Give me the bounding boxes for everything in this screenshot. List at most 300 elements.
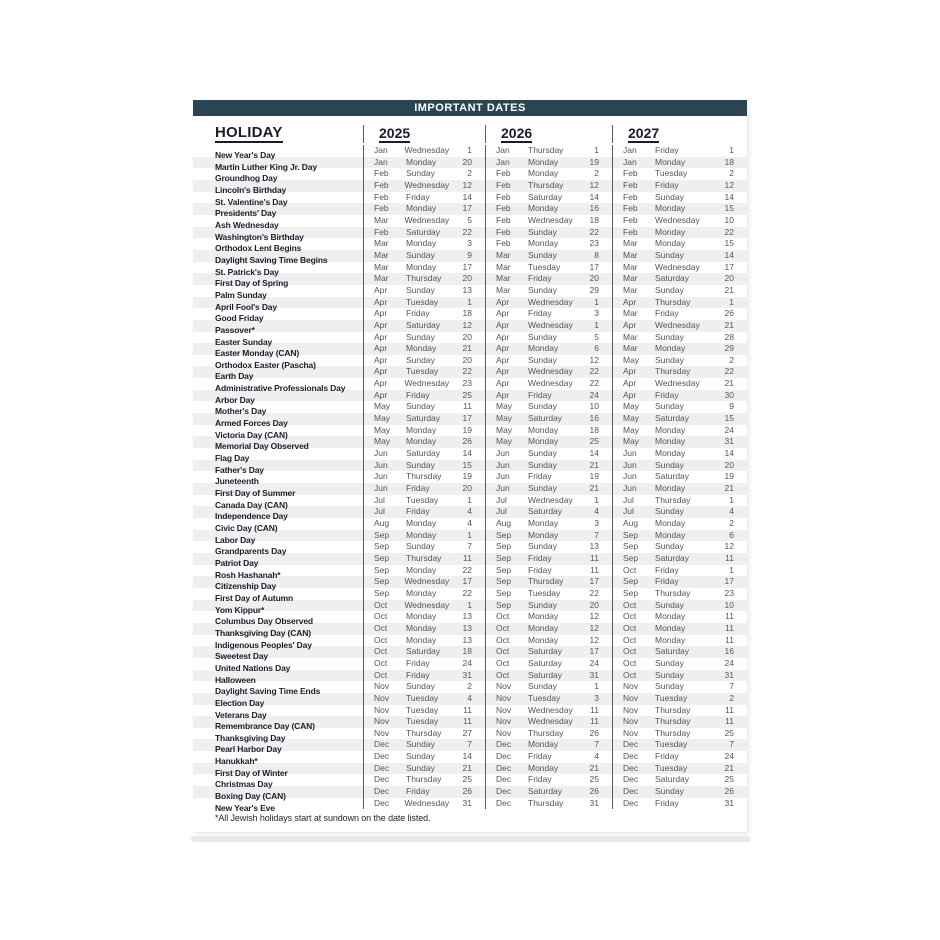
month-2025: Mar <box>374 238 389 249</box>
day-2025: 22 <box>462 587 472 598</box>
date-cell-2026 <box>485 611 612 623</box>
holiday-name: Election Day <box>215 697 265 708</box>
weekday-2025: Wednesday <box>404 797 450 808</box>
table-row <box>193 413 747 429</box>
month-2026: Mar <box>496 249 511 260</box>
weekday-2027: Monday <box>655 529 686 540</box>
weekday-2026: Sunday <box>528 401 557 412</box>
weekday-2027: Friday <box>655 145 679 155</box>
table-row <box>193 273 747 289</box>
date-cell-2025 <box>363 763 485 775</box>
holiday-name: April Fool's Day <box>215 301 277 312</box>
day-2027: 20 <box>724 459 734 470</box>
holiday-name: Lincoln's Birthday <box>215 184 287 195</box>
day-2026: 11 <box>590 704 599 715</box>
day-2025: 14 <box>462 448 472 459</box>
table-row <box>193 238 747 254</box>
date-cell-2026 <box>485 600 612 612</box>
weekday-2027: Thursday <box>655 494 691 505</box>
weekday-2025: Sunday <box>406 751 435 762</box>
holiday-name: Canada Day (CAN) <box>215 499 288 510</box>
date-cell-2025 <box>363 681 485 693</box>
weekday-2025: Tuesday <box>406 692 439 703</box>
month-2027: Jan <box>623 145 637 155</box>
table-row <box>193 366 747 382</box>
day-2027: 24 <box>724 424 734 435</box>
date-cell-2027 <box>612 716 747 728</box>
date-cell-2025 <box>363 693 485 705</box>
day-2026: 22 <box>589 378 599 389</box>
date-cell-2025 <box>363 646 485 658</box>
holiday-cell <box>193 355 363 370</box>
weekday-2027: Sunday <box>655 191 684 202</box>
date-cell-2026 <box>485 343 612 355</box>
table-row <box>193 587 747 603</box>
weekday-2026: Sunday <box>528 681 557 692</box>
date-cell-2027 <box>612 635 747 647</box>
day-2026: 4 <box>594 751 599 762</box>
month-2026: Nov <box>496 681 512 692</box>
holiday-cell <box>193 390 363 405</box>
weekday-2027: Wednesday <box>655 319 700 330</box>
month-2026: Nov <box>496 704 512 715</box>
day-2027: 26 <box>724 308 734 319</box>
holiday-name: United Nations Day <box>215 662 291 673</box>
month-2027: Apr <box>623 296 637 307</box>
month-2025: Oct <box>374 657 388 668</box>
day-2027: 11 <box>725 552 734 563</box>
day-2025: 11 <box>463 401 472 412</box>
weekday-2027: Saturday <box>655 646 690 657</box>
weekday-2025: Thursday <box>406 552 442 563</box>
month-2025: Apr <box>374 319 388 330</box>
day-2025: 20 <box>462 331 472 342</box>
table-row <box>193 145 747 160</box>
date-cell-2025 <box>363 588 485 600</box>
weekday-2026: Friday <box>528 471 552 482</box>
month-2027: Dec <box>623 739 639 750</box>
date-cell-2027 <box>612 670 747 682</box>
date-cell-2026 <box>485 635 612 647</box>
month-2025: Nov <box>374 716 390 727</box>
month-2025: May <box>374 413 391 424</box>
date-cell-2026 <box>485 623 612 635</box>
footnote: *All Jewish holidays start at sundown on the date listed. <box>215 813 431 824</box>
date-cell-2027 <box>612 332 747 344</box>
month-2026: Feb <box>496 238 511 249</box>
weekday-2026: Friday <box>528 751 552 762</box>
holiday-cell <box>193 471 363 487</box>
day-2027: 29 <box>724 343 734 354</box>
weekday-2026: Monday <box>528 436 559 447</box>
day-2025: 25 <box>462 774 472 785</box>
day-2026: 1 <box>594 494 599 505</box>
month-2026: Feb <box>496 214 511 225</box>
day-2025: 1 <box>467 494 472 505</box>
day-2027: 21 <box>724 483 734 494</box>
weekday-2025: Thursday <box>406 727 442 738</box>
table-row <box>193 459 747 475</box>
month-2026: Apr <box>496 378 510 389</box>
holiday-name: Mother's Day <box>215 406 267 417</box>
date-cell-2025 <box>363 192 485 204</box>
date-cell-2025 <box>363 774 485 786</box>
date-cell-2027 <box>612 471 747 483</box>
month-2025: May <box>374 401 391 412</box>
day-2025: 12 <box>462 179 472 190</box>
day-2027: 19 <box>724 471 734 482</box>
month-2026: Jun <box>496 448 510 459</box>
month-2025: Mar <box>374 214 389 225</box>
month-2026: Oct <box>496 634 510 645</box>
holiday-cell <box>193 739 363 755</box>
day-2025: 26 <box>462 786 472 797</box>
month-2027: Sep <box>623 541 639 552</box>
day-2025: 31 <box>462 797 472 808</box>
date-cell-2027 <box>612 366 747 378</box>
day-2027: 14 <box>724 448 734 459</box>
weekday-2026: Wednesday <box>528 366 573 377</box>
weekday-2026: Tuesday <box>528 692 561 703</box>
holiday-cell <box>193 401 363 417</box>
date-cell-2025 <box>363 786 485 798</box>
holiday-name: St. Valentine's Day <box>215 196 288 207</box>
month-2025: Dec <box>374 797 390 808</box>
weekday-2026: Tuesday <box>528 261 561 272</box>
date-cell-2025 <box>363 658 485 670</box>
month-2026: Oct <box>496 646 510 657</box>
weekday-2025: Friday <box>406 506 430 517</box>
month-2025: Sep <box>374 529 390 540</box>
weekday-2026: Monday <box>528 238 559 249</box>
weekday-2026: Monday <box>528 168 559 179</box>
date-cell-2026 <box>485 250 612 262</box>
weekday-2027: Monday <box>655 226 686 237</box>
weekday-2027: Sunday <box>655 681 684 692</box>
weekday-2026: Monday <box>528 156 559 167</box>
month-2025: Mar <box>374 273 389 284</box>
holiday-name: Ash Wednesday <box>215 219 279 230</box>
holiday-cell <box>193 180 363 195</box>
date-cell-2025 <box>363 332 485 344</box>
weekday-2026: Wednesday <box>528 704 573 715</box>
holiday-cell <box>193 320 363 335</box>
date-cell-2026 <box>485 285 612 297</box>
month-2027: Oct <box>623 657 637 668</box>
day-2026: 12 <box>589 354 599 365</box>
weekday-2025: Tuesday <box>406 366 439 377</box>
month-2025: Dec <box>374 739 390 750</box>
month-2027: Mar <box>623 238 638 249</box>
month-2027: Sep <box>623 529 639 540</box>
holiday-name: Orthodox Lent Begins <box>215 243 302 254</box>
date-cell-2025 <box>363 238 485 250</box>
holiday-name: Yom Kippur* <box>215 604 265 615</box>
month-2026: Jun <box>496 471 510 482</box>
table-row <box>193 529 747 545</box>
weekday-2027: Wednesday <box>655 378 700 389</box>
day-2027: 10 <box>724 599 734 610</box>
day-2026: 8 <box>594 249 599 260</box>
day-2026: 16 <box>589 203 599 214</box>
month-2025: Apr <box>374 308 388 319</box>
date-cell-2027 <box>612 203 747 215</box>
day-2027: 25 <box>724 727 734 738</box>
holiday-cell <box>193 413 363 429</box>
table-row <box>193 634 747 650</box>
month-2025: Apr <box>374 331 388 342</box>
weekday-2027: Wednesday <box>655 261 700 272</box>
date-cell-2027 <box>612 541 747 553</box>
table-row <box>193 751 747 767</box>
weekday-2027: Saturday <box>655 471 690 482</box>
holiday-name: Groundhog Day <box>215 173 278 184</box>
holiday-cell <box>193 565 363 580</box>
holiday-cell <box>193 250 363 265</box>
day-2027: 24 <box>724 751 734 762</box>
weekday-2027: Friday <box>655 389 679 400</box>
day-2025: 18 <box>462 646 472 657</box>
table-row <box>193 378 747 394</box>
holiday-cell <box>193 623 363 638</box>
day-2027: 25 <box>724 774 734 785</box>
month-2027: Mar <box>623 249 638 260</box>
date-cell-2025 <box>363 506 485 518</box>
date-cell-2026 <box>485 670 612 682</box>
holiday-cell <box>193 774 363 790</box>
holiday-name: Orthodox Easter (Pascha) <box>215 359 316 370</box>
weekday-2026: Friday <box>528 552 552 563</box>
date-cell-2026 <box>485 693 612 705</box>
table-row <box>193 168 747 184</box>
month-2027: Jun <box>623 471 637 482</box>
month-2025: Dec <box>374 786 390 797</box>
month-2027: Nov <box>623 727 639 738</box>
date-cell-2027 <box>612 425 747 437</box>
day-2026: 21 <box>589 459 599 470</box>
day-2025: 21 <box>462 343 472 354</box>
date-cell-2025 <box>363 611 485 623</box>
date-cell-2025 <box>363 495 485 507</box>
date-cell-2027 <box>612 460 747 472</box>
weekday-2026: Sunday <box>528 354 557 365</box>
table-row <box>193 774 747 790</box>
date-cell-2026 <box>485 786 612 798</box>
date-cell-2027 <box>612 297 747 309</box>
day-2026: 31 <box>589 797 599 808</box>
day-2026: 11 <box>590 564 599 575</box>
day-2027: 15 <box>724 413 734 424</box>
day-2025: 11 <box>463 716 472 727</box>
holiday-cell <box>193 728 363 743</box>
day-2025: 25 <box>462 389 472 400</box>
month-2026: Nov <box>496 716 512 727</box>
table-row <box>193 389 747 405</box>
holiday-cell <box>193 763 363 778</box>
holiday-cell <box>193 238 363 254</box>
weekday-2026: Monday <box>528 762 559 773</box>
table-row <box>193 179 747 195</box>
month-2026: Oct <box>496 657 510 668</box>
holiday-cell <box>193 506 363 522</box>
weekday-2026: Thursday <box>528 576 564 587</box>
date-cell-2025 <box>363 530 485 542</box>
date-cell-2025 <box>363 425 485 437</box>
table-row <box>193 564 747 580</box>
month-2025: Feb <box>374 168 389 179</box>
holiday-cell <box>193 366 363 382</box>
weekday-2025: Sunday <box>406 459 435 470</box>
holiday-name: Citizenship Day <box>215 581 277 592</box>
day-2025: 17 <box>462 576 472 587</box>
day-2025: 22 <box>462 366 472 377</box>
day-2025: 7 <box>467 541 472 552</box>
weekday-2025: Saturday <box>406 448 441 459</box>
date-cell-2025 <box>363 576 485 588</box>
table-row <box>193 622 747 638</box>
month-2027: Apr <box>623 366 637 377</box>
month-2025: Apr <box>374 366 388 377</box>
holiday-name: Boxing Day (CAN) <box>215 791 286 802</box>
day-2026: 3 <box>594 518 599 528</box>
month-2026: Jan <box>496 145 510 155</box>
weekday-2027: Monday <box>655 424 686 435</box>
weekday-2027: Tuesday <box>655 762 688 773</box>
month-2027: May <box>623 424 640 435</box>
weekday-2026: Sunday <box>528 284 557 295</box>
table-row <box>193 692 747 708</box>
holiday-cell <box>193 297 363 312</box>
table-row <box>193 518 747 533</box>
date-cell-2025 <box>363 798 485 810</box>
weekday-2027: Sunday <box>655 541 684 552</box>
weekday-2027: Sunday <box>655 249 684 260</box>
holiday-name: Thanksgiving Day (CAN) <box>215 627 311 638</box>
weekday-2025: Friday <box>406 657 430 668</box>
day-2027: 20 <box>724 273 734 284</box>
holiday-cell <box>193 343 363 359</box>
month-2027: Dec <box>623 797 639 808</box>
date-cell-2025 <box>363 413 485 425</box>
weekday-2025: Sunday <box>406 739 435 750</box>
weekday-2025: Wednesday <box>404 145 450 155</box>
weekday-2026: Friday <box>528 308 552 319</box>
day-2026: 24 <box>589 657 599 668</box>
month-2025: Mar <box>374 261 389 272</box>
date-cell-2027 <box>612 378 747 390</box>
weekday-2027: Sunday <box>655 786 684 797</box>
holiday-cell <box>193 273 363 289</box>
month-2025: Aug <box>374 518 390 528</box>
day-2026: 2 <box>594 168 599 179</box>
day-2025: 17 <box>462 413 472 424</box>
table-row <box>193 296 747 312</box>
weekday-2027: Tuesday <box>655 692 688 703</box>
month-2025: Dec <box>374 774 390 785</box>
holiday-cell <box>193 751 363 767</box>
holiday-cell <box>193 716 363 732</box>
date-cell-2027 <box>612 355 747 367</box>
table-row <box>193 471 747 487</box>
weekday-2025: Thursday <box>406 273 442 284</box>
weekday-2026: Monday <box>528 611 559 622</box>
day-2025: 20 <box>462 273 472 284</box>
weekday-2027: Friday <box>655 179 679 190</box>
month-2027: Oct <box>623 622 637 633</box>
table-row <box>193 739 747 755</box>
holiday-name: Palm Sunday <box>215 289 267 300</box>
month-2025: Sep <box>374 576 390 587</box>
day-2026: 25 <box>589 436 599 447</box>
holiday-name: Washington's Birthday <box>215 231 304 242</box>
weekday-2025: Sunday <box>406 284 435 295</box>
holiday-name: Thanksgiving Day <box>215 732 286 743</box>
weekday-2026: Thursday <box>528 797 564 808</box>
weekday-2025: Sunday <box>406 762 435 773</box>
weekday-2027: Sunday <box>655 669 684 680</box>
holiday-cell <box>193 530 363 545</box>
holiday-cell <box>193 670 363 685</box>
month-2026: Oct <box>496 611 510 622</box>
weekday-2027: Monday <box>655 483 686 494</box>
year-2026-label: 2026 <box>501 126 532 143</box>
month-2027: Jan <box>623 156 637 167</box>
date-cell-2025 <box>363 553 485 565</box>
date-cell-2026 <box>485 506 612 518</box>
weekday-2026: Monday <box>528 622 559 633</box>
weekday-2027: Friday <box>655 564 679 575</box>
day-2026: 3 <box>594 308 599 319</box>
date-cell-2026 <box>485 413 612 425</box>
day-2027: 17 <box>724 576 734 587</box>
weekday-2025: Monday <box>406 156 437 167</box>
month-2026: Apr <box>496 389 510 400</box>
month-2027: Nov <box>623 681 639 692</box>
day-2027: 18 <box>724 156 734 167</box>
day-2027: 21 <box>724 762 734 773</box>
day-2025: 14 <box>462 751 472 762</box>
weekday-2025: Friday <box>406 786 430 797</box>
date-cell-2027 <box>612 227 747 239</box>
day-2027: 1 <box>729 564 734 575</box>
date-cell-2026 <box>485 471 612 483</box>
weekday-2026: Monday <box>528 739 559 750</box>
holiday-cell <box>193 145 363 160</box>
day-2026: 1 <box>594 145 599 155</box>
holiday-name: Easter Monday (CAN) <box>215 348 300 359</box>
weekday-2026: Wednesday <box>528 716 573 727</box>
weekday-2025: Monday <box>406 238 437 249</box>
day-2027: 2 <box>729 354 734 365</box>
holiday-name: First Day of Winter <box>215 767 288 778</box>
day-2026: 26 <box>589 727 599 738</box>
month-2027: Jul <box>623 494 634 505</box>
date-cell-2025 <box>363 285 485 297</box>
weekday-2027: Thursday <box>655 296 691 307</box>
weekday-2026: Monday <box>528 343 559 354</box>
date-cell-2026 <box>485 157 612 169</box>
holiday-cell <box>193 460 363 475</box>
date-cell-2026 <box>485 483 612 495</box>
day-2025: 9 <box>467 249 472 260</box>
holiday-name: Labor Day <box>215 534 256 545</box>
day-2026: 12 <box>589 622 599 633</box>
day-2026: 6 <box>594 343 599 354</box>
table-row <box>193 611 747 627</box>
date-cell-2027 <box>612 192 747 204</box>
day-2025: 1 <box>467 529 472 540</box>
weekday-2027: Wednesday <box>655 214 700 225</box>
